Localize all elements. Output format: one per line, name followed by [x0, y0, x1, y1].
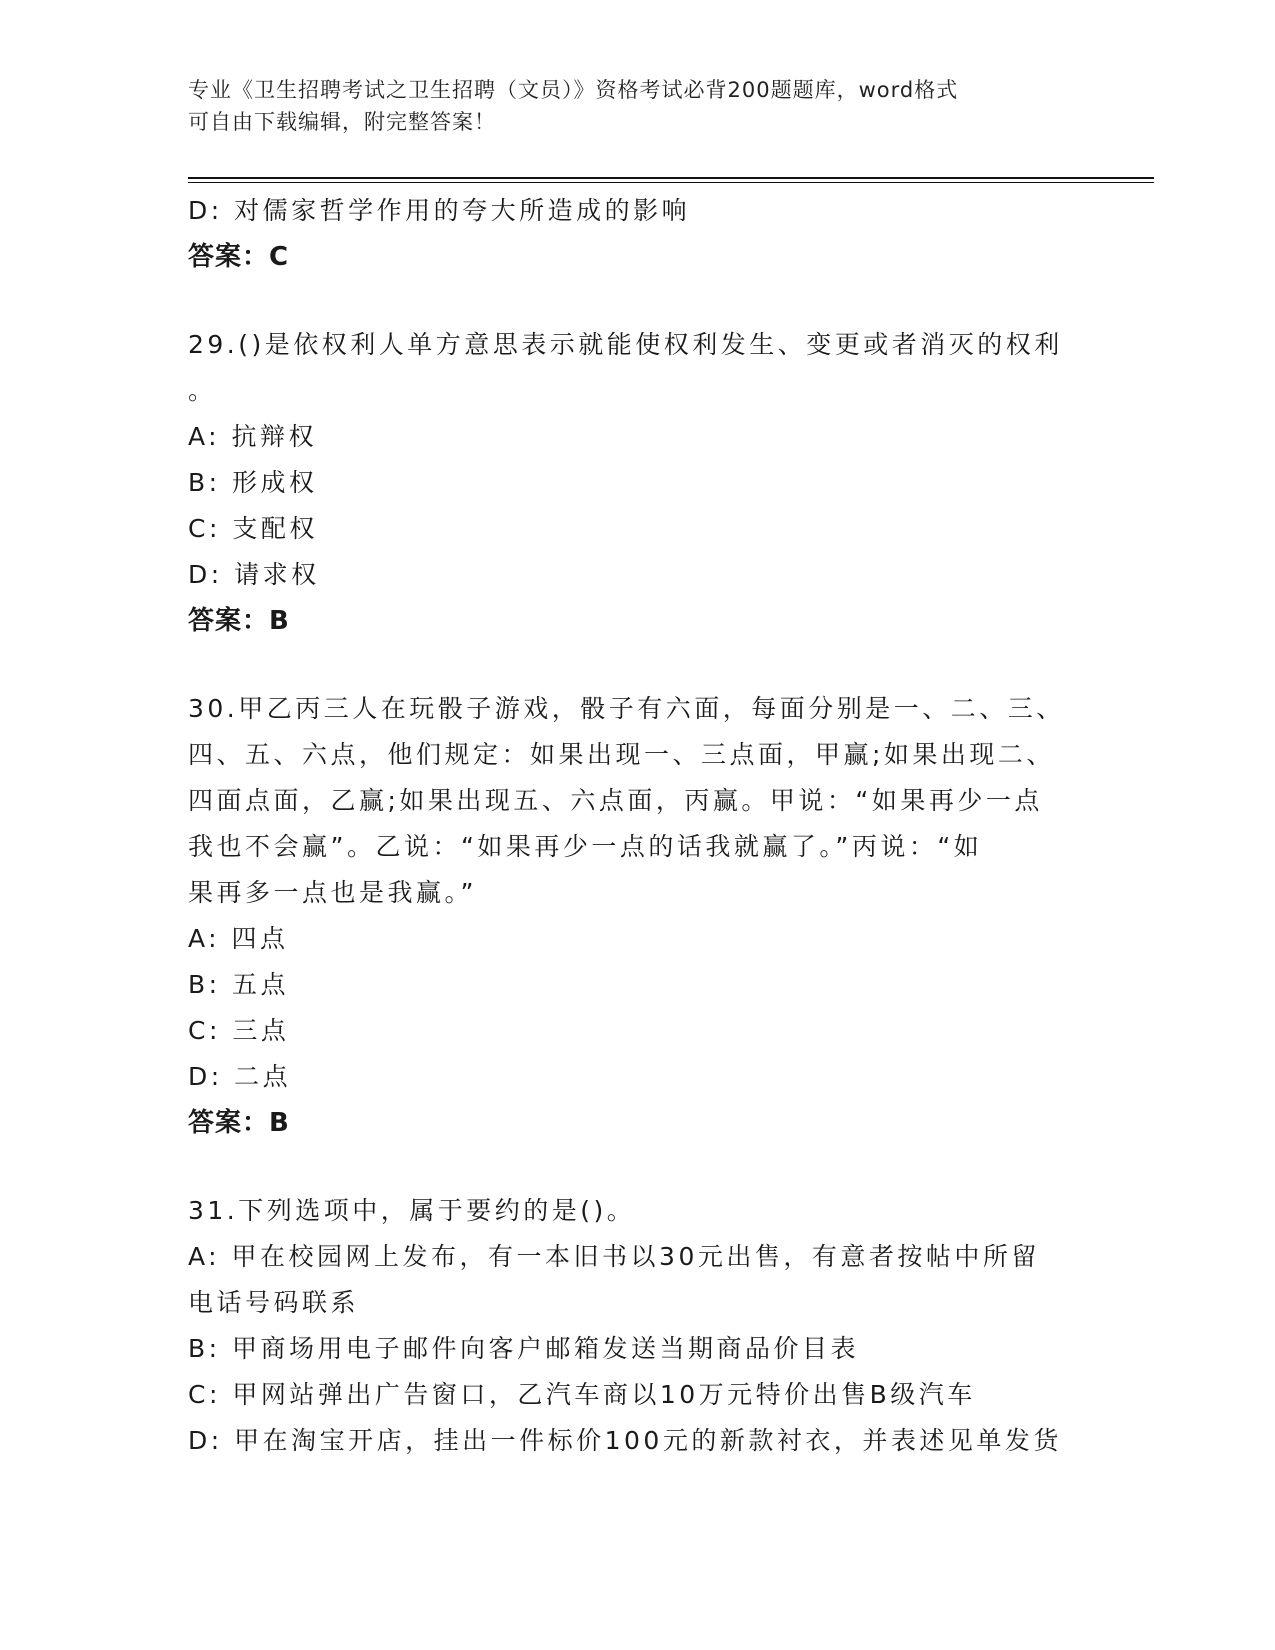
option-a: A: 四点 [188, 924, 289, 953]
option-b: B: 形成权 [188, 468, 318, 497]
option-a: A: 抗辩权 [188, 422, 318, 451]
header-divider-thick [188, 177, 1154, 179]
header-divider-thin [188, 182, 1154, 183]
question-gap [188, 1146, 1088, 1188]
option-c: C: 甲网站弹出广告窗口，乙汽车商以10万元特价出售B级汽车 [188, 1380, 976, 1409]
question-stem-line: 四、五、六点，他们规定：如果出现一、三点面，甲赢;如果出现二、 [188, 740, 1055, 769]
option-b: B: 五点 [188, 970, 290, 999]
document-header [188, 74, 1088, 138]
option-a-continued: 电话号码联系 [188, 1288, 360, 1317]
question-30 [188, 686, 1088, 1146]
option-d: D: 甲在淘宝开店，挂出一件标价100元的新款衬衣，并表述见单发货 [188, 1426, 1062, 1455]
answer: 答案：B [188, 1108, 290, 1138]
answer: 答案：B [188, 606, 290, 636]
question-stem-line: 四面点面，乙赢;如果出现五、六点面，丙赢。甲说：“如果再少一点 [188, 786, 1043, 815]
option-a: A: 甲在校园网上发布，有一本旧书以30元出售，有意者按帖中所留 [188, 1242, 1040, 1271]
question-stem-line: 31.下列选项中，属于要约的是()。 [188, 1196, 636, 1225]
question-stem-line: 我也不会赢”。乙说：“如果再少一点的话我就赢了。”丙说：“如 [188, 832, 983, 861]
header-line-1: 专业《卫生招聘考试之卫生招聘（文员）》资格考试必背200题题库，word格式 [188, 78, 959, 102]
question-stem-line: 30.甲乙丙三人在玩骰子游戏，骰子有六面，每面分别是一、二、三、 [188, 694, 1065, 723]
option-d: D: 请求权 [188, 560, 320, 589]
option-c: C: 三点 [188, 1016, 290, 1045]
option-d: D: 二点 [188, 1062, 292, 1091]
option-c: C: 支配权 [188, 514, 318, 543]
question-gap [188, 280, 1088, 322]
question-stem-line: 29.()是依权利人单方意思表示就能使权利发生、变更或者消灭的权利 [188, 330, 1063, 359]
question-28 [188, 188, 1088, 280]
question-29 [188, 322, 1088, 644]
question-content [188, 188, 1088, 1464]
answer: 答案：C [188, 242, 290, 272]
question-stem-line: 。 [188, 376, 217, 405]
option-b: B: 甲商场用电子邮件向客户邮箱发送当期商品价目表 [188, 1334, 860, 1363]
question-stem-line: 果再多一点也是我赢。” [188, 878, 477, 907]
question-31 [188, 1188, 1088, 1464]
header-line-2: 可自由下载编辑，附完整答案！ [188, 110, 496, 134]
question-gap [188, 644, 1088, 686]
option-d: D: 对儒家哲学作用的夸大所造成的影响 [188, 196, 691, 225]
